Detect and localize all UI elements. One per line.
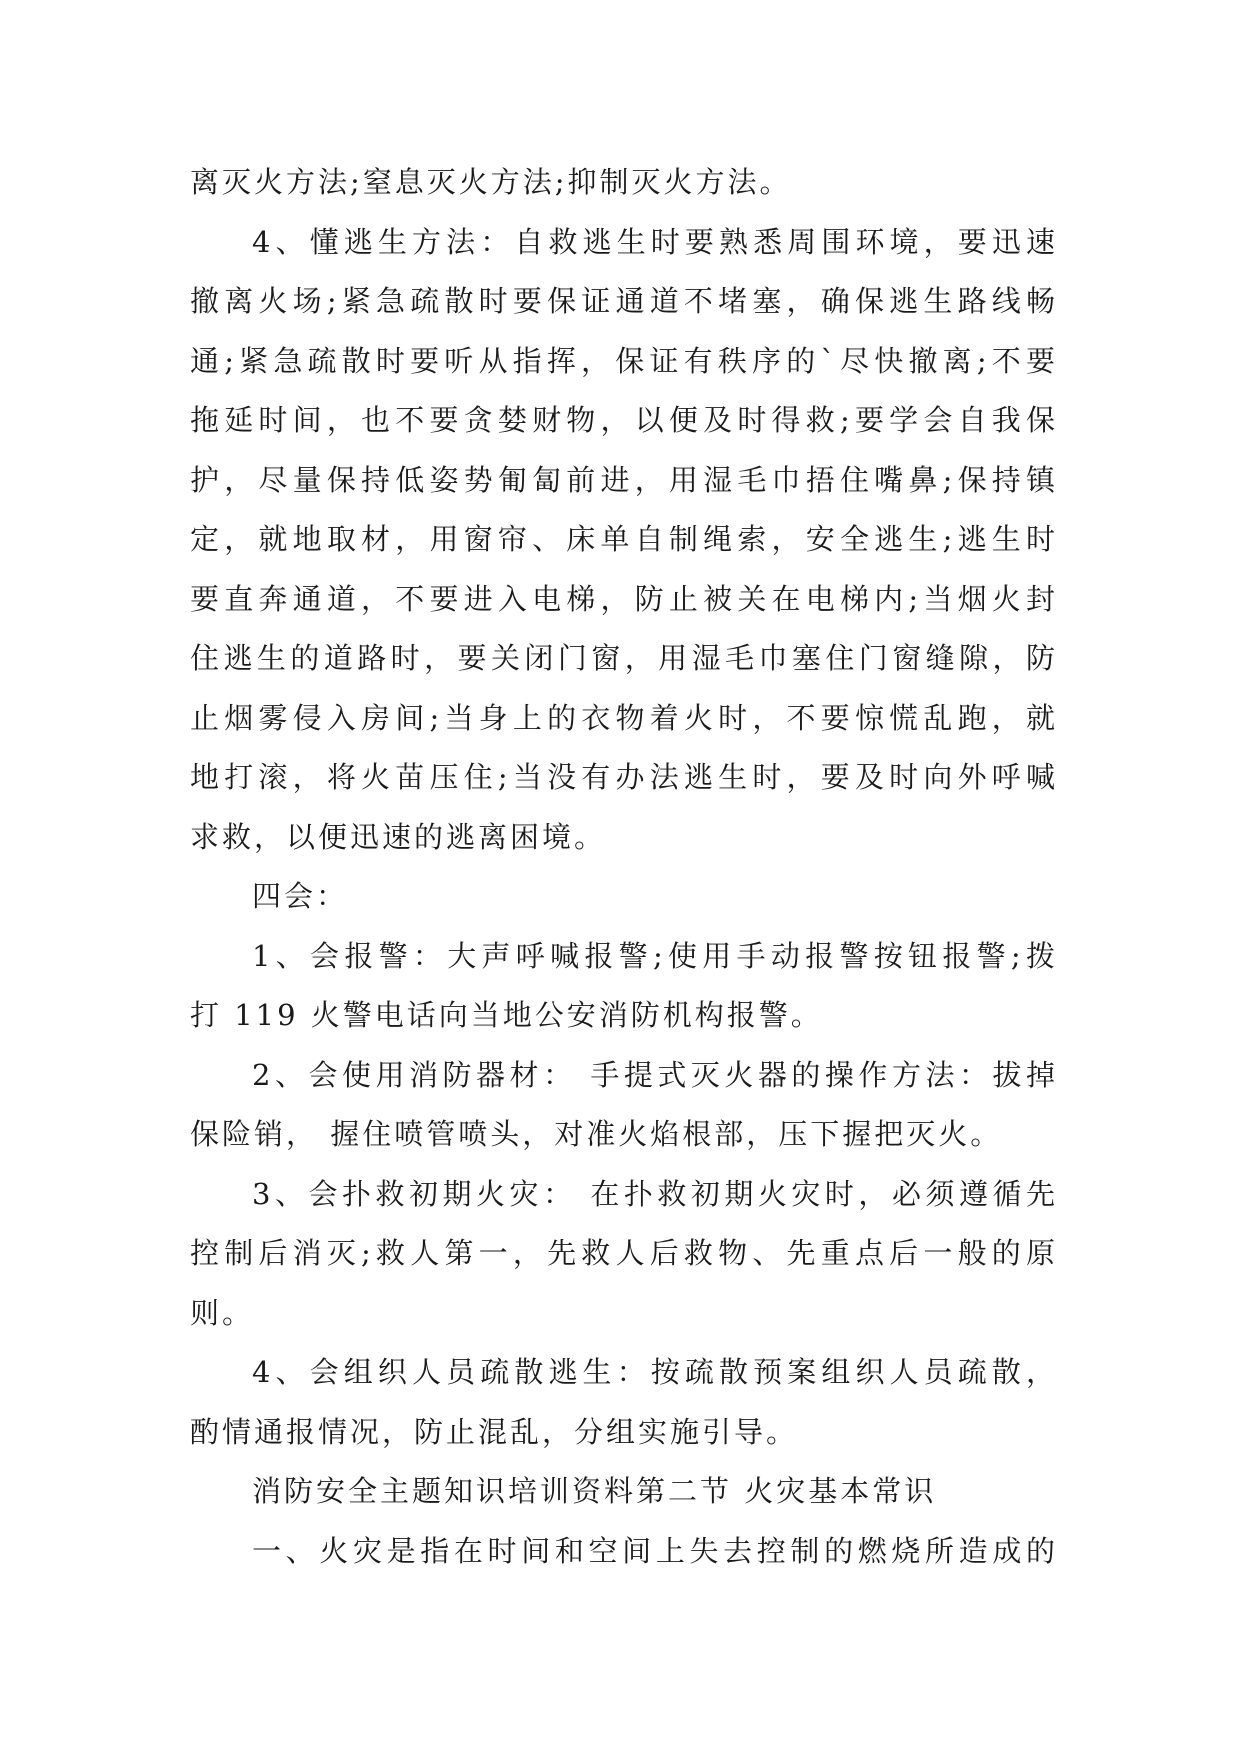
text-line-14: 1、会报警：大声呼喊报警;使用手动报警按钮报警;拨	[252, 938, 1055, 973]
text-line-2: 4、懂逃生方法：自救逃生时要熟悉周围环境，要迅速	[252, 224, 1055, 259]
document-body	[190, 153, 1055, 1581]
section-title: 消防安全主题知识培训资料第二节 火灾基本常识	[252, 1474, 937, 1508]
text-line-10: 止烟雾侵入房间;当身上的衣物着火时，不要惊慌乱跑，就	[190, 700, 1055, 735]
text-line-7: 定，就地取材，用窗帘、床单自制绳索，安全逃生;逃生时	[190, 522, 1055, 556]
text-line-15: 打 119 火警电话向当地公安消防机构报警。	[190, 998, 823, 1032]
text-line-4: 通;紧急疏散时要听从指挥，保证有秩序的`尽快撤离;不要	[190, 343, 1055, 378]
text-line-17: 保险销， 握住喷管喷头，对准火焰根部，压下握把灭火。	[190, 1117, 1003, 1151]
text-line-18: 3、会扑救初期火灾： 在扑救初期火灾时，必须遵循先	[252, 1176, 1055, 1211]
text-line-6: 护，尽量保持低姿势匍匐前进，用湿毛巾捂住嘴鼻;保持镇	[190, 462, 1055, 497]
text-line-16: 2、会使用消防器材： 手提式灭火器的操作方法：拔掉	[252, 1057, 1055, 1092]
section-heading-four-skills: 四会：	[252, 879, 349, 913]
text-line-1: 离灭火方法;窒息灭火方法;抑制灭火方法。	[190, 165, 792, 199]
text-line-9: 住逃生的道路时，要关闭门窗，用湿毛巾塞住门窗缝隙，防	[190, 641, 1055, 675]
text-line-3: 撤离火场;紧急疏散时要保证通道不堵塞，确保逃生路线畅	[190, 284, 1055, 318]
text-line-5: 拖延时间，也不要贪婪财物，以便及时得救;要学会自我保	[190, 403, 1055, 437]
text-line-19: 控制后消灭;救人第一，先救人后救物、先重点后一般的原	[190, 1236, 1055, 1270]
text-line-21: 4、会组织人员疏散逃生：按疏散预案组织人员疏散，	[252, 1355, 1055, 1389]
text-line-24: 一、火灾是指在时间和空间上失去控制的燃烧所造成的	[252, 1533, 1055, 1568]
text-line-12: 求救，以便迅速的逃离困境。	[190, 819, 607, 854]
text-line-11: 地打滚，将火苗压住;当没有办法逃生时，要及时向外呼喊	[190, 760, 1055, 794]
text-line-22: 酌情通报情况，防止混乱，分组实施引导。	[190, 1414, 799, 1449]
text-line-8: 要直奔通道，不要进入电梯，防止被关在电梯内;当烟火封	[190, 581, 1055, 616]
text-line-20: 则。	[190, 1295, 255, 1330]
